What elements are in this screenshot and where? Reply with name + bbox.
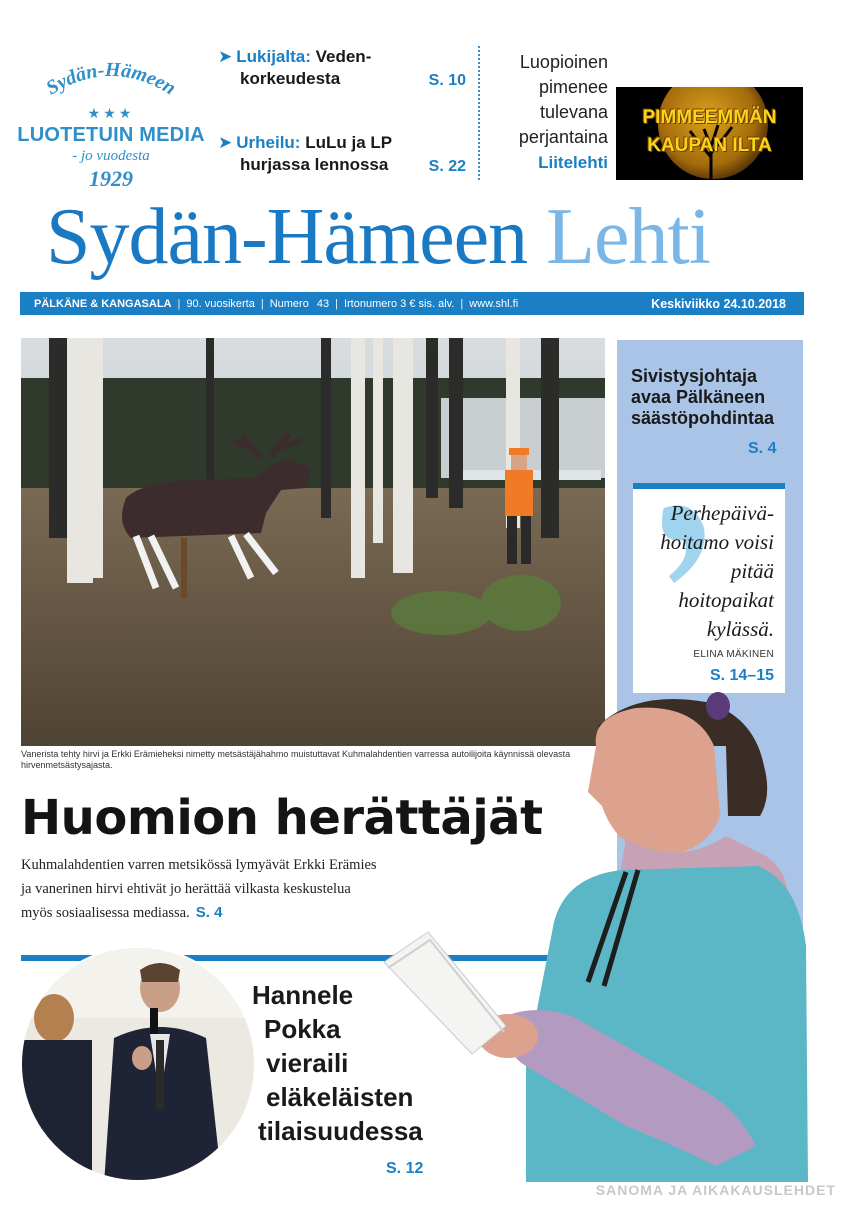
promo-line1: PIMMEEMMÄN xyxy=(642,107,777,128)
info-issue-label: Numero xyxy=(269,297,309,310)
info-volume: 90. vuosikerta xyxy=(186,297,255,310)
lead-body xyxy=(21,853,381,925)
side-teaser-line: pimenee xyxy=(538,77,608,97)
side-teaser-liitelehti[interactable] xyxy=(484,50,608,175)
right-column-headline[interactable]: Sivistysjohtaja avaa Pälkäneen säästöpohdintaa xyxy=(631,366,775,428)
info-date: Keskiviikko 24.10.2018 xyxy=(651,296,786,311)
quote-page: S. 14–15 xyxy=(709,667,774,684)
second-story-page: S. 12 xyxy=(386,1160,424,1177)
info-region: PÄLKÄNE & KANGASALA xyxy=(34,297,172,310)
side-teaser-link[interactable]: Liitelehti xyxy=(538,153,608,172)
promo-banner[interactable] xyxy=(616,87,803,180)
seal-year: 1929 xyxy=(89,166,133,191)
masthead-part2: Lehti xyxy=(546,193,710,281)
teaser-urheilu[interactable] xyxy=(218,132,470,178)
teaser-lukijalta[interactable] xyxy=(218,46,470,92)
arrow-right-icon: ➤ xyxy=(218,133,233,153)
teaser-title-line1: LuLu ja LP xyxy=(305,133,393,152)
right-column-page: S. 4 xyxy=(748,440,777,457)
speaker-photo xyxy=(22,948,256,1182)
headline-line: vieraili xyxy=(266,1048,349,1078)
main-photo xyxy=(21,338,605,746)
side-teaser-line: tulevana xyxy=(539,102,608,122)
dotted-divider xyxy=(478,46,480,180)
headline-line: Hannele xyxy=(252,980,354,1010)
woman-reading-cutout xyxy=(376,686,816,1186)
info-bar: PÄLKÄNE & KANGASALA | 90. vuosikerta | Numero 43 | Irtonumero 3 € sis. alv. | www.shl.fi Keskiviikko 24.10.2018 xyxy=(20,292,804,315)
second-story-photo xyxy=(20,946,256,1182)
teaser-title-line2: hurjassa lennossa xyxy=(240,155,389,174)
teaser-page: S. 10 xyxy=(428,72,466,89)
teaser-kicker: Urheilu: xyxy=(236,133,301,152)
trust-seal-logo xyxy=(16,48,206,191)
seal-stars: ★★★ xyxy=(87,106,135,122)
teaser-title-line1: Veden- xyxy=(315,47,372,66)
side-teaser-line: perjantaina xyxy=(518,127,608,147)
lead-page: S. 4 xyxy=(195,904,223,921)
quote-author: ELINA MÄKINEN xyxy=(693,649,774,660)
arrow-right-icon: ➤ xyxy=(218,47,233,67)
footer-watermark: SANOMA JA AIKAKAUSLEHDET xyxy=(595,1182,836,1198)
forest-moose-photo xyxy=(21,338,605,746)
teaser-title-line2: korkeudesta xyxy=(240,69,341,88)
masthead xyxy=(46,192,806,282)
seal-main-text: LUOTETUIN MEDIA xyxy=(17,124,205,146)
headline-line: Pokka xyxy=(264,1014,341,1044)
info-issue-number: 43 xyxy=(316,297,330,310)
seal-sub-text: - jo vuodesta xyxy=(72,148,150,164)
side-teaser-line: Luopioinen xyxy=(519,52,608,72)
seal-arc-text xyxy=(16,48,206,108)
info-price: Irtonumero 3 € sis. alv. xyxy=(343,297,455,310)
teaser-page: S. 22 xyxy=(428,158,466,175)
svg-text:Sydän-Hämeen: Sydän-Hämeen xyxy=(42,58,180,100)
masthead-part1: Sydän-Hämeen xyxy=(46,193,528,281)
info-website[interactable]: www.shl.fi xyxy=(469,297,519,310)
lead-body-text: Kuhmalahdentien varren metsikössä lymyävät Erkki Erämies ja vanerinen hirvi ehtivät jo herättää vilkasta keskustelua myös sosiaalisessa mediassa. xyxy=(21,857,377,921)
teaser-kicker: Lukijalta: xyxy=(236,47,311,66)
quote-text: Perhepäivä-hoitamo voisi pitää hoitopaikat kylässä. xyxy=(660,501,774,641)
photo-caption: Vanerista tehty hirvi ja Erkki Erämieheksi nimetty metsästäjähahmo muistuttavat Kuhmalahdentien varressa autoilijoita käynnissä olevasta hirvenmetsästysajasta. xyxy=(21,749,571,770)
headline-line: eläkeläisten xyxy=(266,1082,414,1112)
promo-line2: KAUPAN ILTA xyxy=(647,135,772,156)
lead-headline[interactable]: Huomion herättäjät xyxy=(21,790,543,846)
headline-line: tilaisuudessa xyxy=(258,1116,423,1146)
